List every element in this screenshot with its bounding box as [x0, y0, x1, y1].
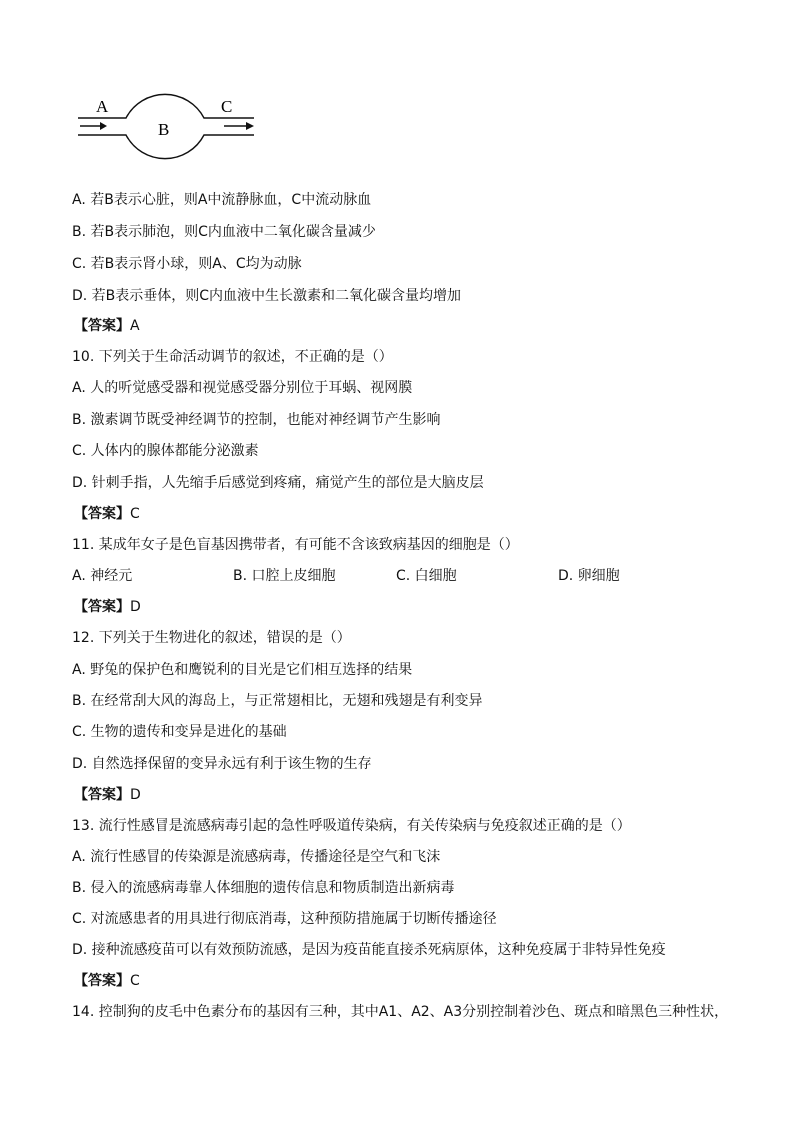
q11-option-a: A. 神经元 [72, 568, 133, 584]
answer-label: 【答案】 [74, 973, 130, 989]
q10-stem: 10. 下列关于生命活动调节的叙述，不正确的是（） [72, 349, 393, 365]
q10-option-d: D. 针刺手指，人先缩手后感觉到疼痛，痛觉产生的部位是大脑皮层 [72, 475, 484, 491]
q11-option-c: C. 白细胞 [396, 568, 457, 584]
q10-option-b: B. 激素调节既受神经调节的控制，也能对神经调节产生影响 [72, 412, 441, 428]
answer-label: 【答案】 [74, 599, 130, 615]
answer-value: D [130, 599, 141, 615]
label-a: A [96, 97, 109, 116]
q14-stem: 14. 控制狗的皮毛中色素分布的基因有三种，其中A1、A2、A3分别控制着沙色、斑点和暗黑色三种性状， [72, 1004, 729, 1020]
answer-value: D [130, 787, 141, 803]
answer-label: 【答案】 [74, 318, 130, 334]
label-b: B [158, 120, 170, 139]
q9-answer [74, 316, 140, 336]
q10-answer [74, 504, 140, 524]
label-c: C [221, 97, 233, 116]
answer-value: A [130, 318, 140, 334]
q9-option-d: D. 若B表示垂体，则C内血液中生长激素和二氧化碳含量均增加 [72, 288, 462, 304]
q10-option-a: A. 人的听觉感受器和视觉感受器分别位于耳蜗、视网膜 [72, 380, 413, 396]
q13-stem: 13. 流行性感冒是流感病毒引起的急性呼吸道传染病，有关传染病与免疫叙述正确的是（） [72, 818, 631, 834]
q9-option-c: C. 若B表示肾小球，则A、C均为动脉 [72, 256, 302, 272]
answer-value: C [130, 506, 140, 522]
q11-option-b: B. 口腔上皮细胞 [233, 568, 336, 584]
q11-stem: 11. 某成年女子是色盲基因携带者，有可能不含该致病基因的细胞是（） [72, 537, 519, 553]
q12-option-b: B. 在经常刮大风的海岛上，与正常翅相比，无翅和残翅是有利变异 [72, 693, 483, 709]
q10-option-c: C. 人体内的腺体都能分泌激素 [72, 443, 259, 459]
q9-option-a: A. 若B表示心脏，则A中流静脉血，C中流动脉血 [72, 192, 372, 208]
q13-option-d: D. 接种流感疫苗可以有效预防流感，是因为疫苗能直接杀死病原体，这种免疫属于非特异性免疫 [72, 942, 666, 958]
answer-label: 【答案】 [74, 506, 130, 522]
q12-option-c: C. 生物的遗传和变异是进化的基础 [72, 724, 287, 740]
q12-stem: 12. 下列关于生物进化的叙述，错误的是（） [72, 630, 351, 646]
q13-option-c: C. 对流感患者的用具进行彻底消毒，这种预防措施属于切断传播途径 [72, 911, 497, 927]
q12-answer [74, 785, 141, 805]
q13-answer [74, 971, 140, 991]
answer-value: C [130, 973, 140, 989]
q11-option-d: D. 卵细胞 [558, 568, 620, 584]
q13-option-b: B. 侵入的流感病毒靠人体细胞的遗传信息和物质制造出新病毒 [72, 880, 455, 896]
q13-option-a: A. 流行性感冒的传染源是流感病毒，传播途径是空气和飞沫 [72, 849, 441, 865]
answer-label: 【答案】 [74, 787, 130, 803]
q9-option-b: B. 若B表示肺泡，则C内血液中二氧化碳含量减少 [72, 224, 376, 240]
q11-answer [74, 597, 141, 617]
q12-option-a: A. 野兔的保护色和鹰锐利的目光是它们相互选择的结果 [72, 662, 413, 678]
q12-option-d: D. 自然选择保留的变异永远有利于该生物的生存 [72, 756, 372, 772]
circulation-diagram [74, 80, 264, 180]
